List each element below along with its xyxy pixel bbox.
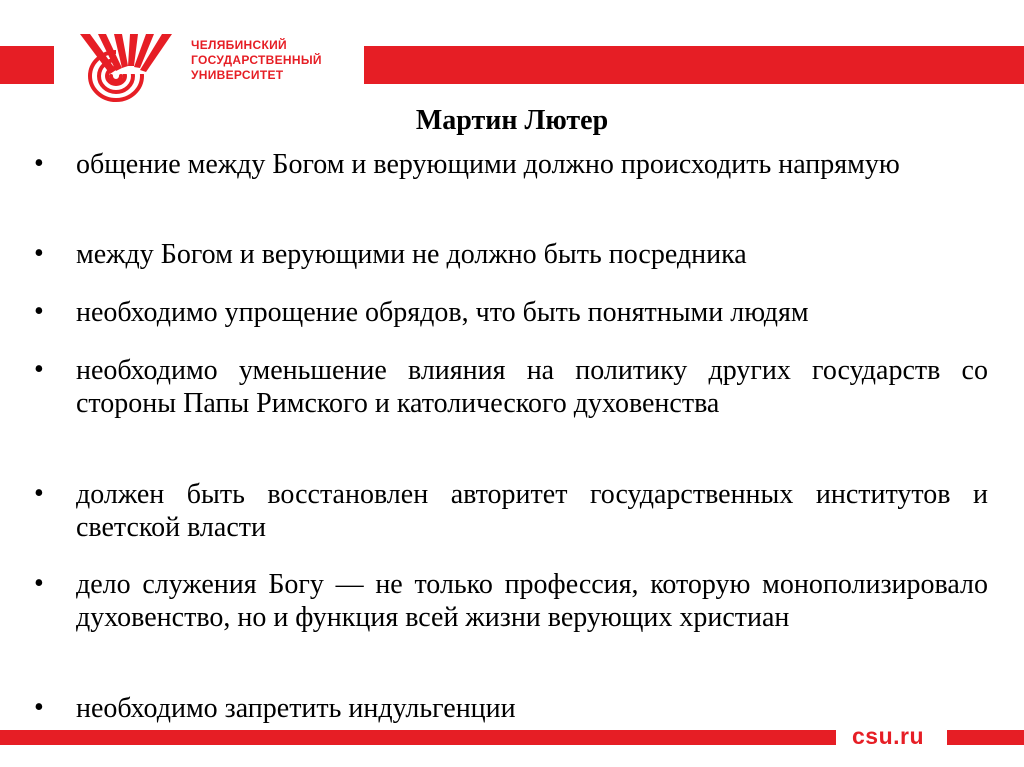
- bottom-red-bar-left: [0, 730, 836, 745]
- bullet-text: необходимо упрощение обрядов, что быть понятными людям: [76, 297, 809, 328]
- slide-title: Мартин Лютер: [415, 105, 609, 136]
- bullet-text: необходимо уменьшение влияния на политику других государств со стороны Папы Римского и католического духовенства: [76, 355, 988, 419]
- site-link[interactable]: csu.ru: [852, 723, 925, 749]
- bullet-icon: •: [34, 692, 44, 723]
- bullet-text: между Богом и верующими не должно быть посредника: [76, 239, 747, 270]
- bullet-icon: •: [34, 148, 44, 179]
- bullet-text: общение между Богом и верующими должно происходить напрямую: [76, 149, 900, 180]
- university-name-line-2: ГОСУДАРСТВЕННЫЙ: [191, 53, 322, 67]
- bullet-icon: •: [34, 238, 44, 269]
- bullet-icon: •: [34, 478, 44, 509]
- bullet-icon: •: [34, 296, 44, 327]
- university-name-line-1: ЧЕЛЯБИНСКИЙ: [191, 38, 287, 52]
- bullet-icon: •: [34, 354, 44, 385]
- bullet-text: необходимо запретить индульгенции: [76, 693, 516, 724]
- university-name-line-3: УНИВЕРСИТЕТ: [191, 68, 284, 82]
- bottom-red-bar-right: [947, 730, 1024, 745]
- bullet-icon: •: [34, 568, 44, 599]
- bullet-text: дело служения Богу — не только профессия, которую монополизировало духовенство, но и функция всей жизни верующих христиан: [76, 569, 988, 633]
- bullet-text: должен быть восстановлен авторитет государственных институтов и светской власти: [76, 479, 988, 543]
